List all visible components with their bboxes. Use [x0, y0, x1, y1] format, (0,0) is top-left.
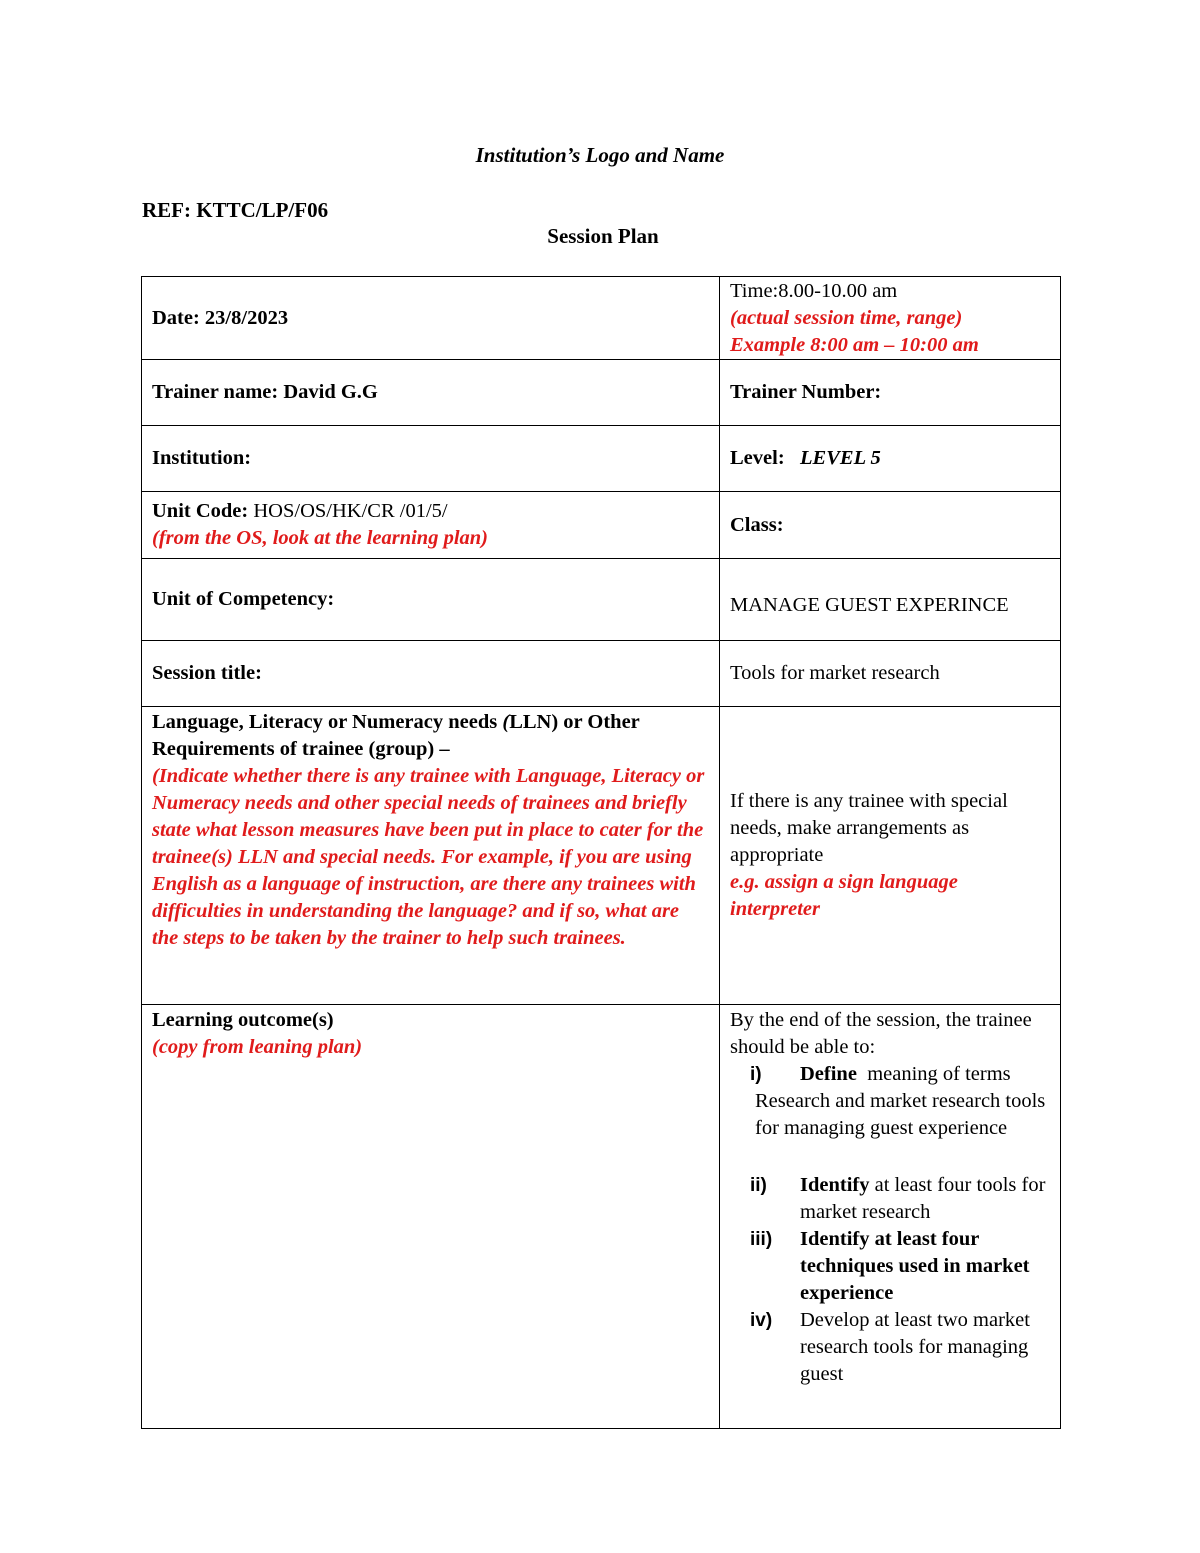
time-example: Example 8:00 am – 10:00 am	[730, 333, 979, 356]
reference-code: REF: KTTC/LP/F06	[142, 198, 329, 222]
level-cell	[720, 426, 1061, 492]
time-value: Time:8.00-10.00 am	[730, 279, 898, 302]
lln-label: Language, Literacy or Numeracy needs	[152, 711, 503, 733]
page-title: Session Plan	[547, 224, 659, 248]
trainer-number-cell: Trainer Number:	[720, 360, 1061, 426]
time-hint: (actual session time, range)	[730, 306, 963, 329]
list-item: iii) Identify at least four techniques used in market experience	[750, 1228, 1030, 1304]
table-row	[142, 426, 1061, 492]
time-cell	[720, 277, 1061, 360]
lln-cell: Language, Literacy or Numeracy needs (LLN) or Other Requirements of trainee (group) – (Indicate whether there is any trainee with Language, Literacy or Numeracy needs and other special needs of trainees and briefly state what lesson measures have been put in place to cater for the trainee(s) LLN and special needs. For example, if you are using English as a language of instruction, are there any trainees with difficulties in understanding the language? and if so, what are the steps to be taken by the trainer to help such trainees.	[142, 707, 720, 1005]
table-row	[142, 559, 1061, 641]
table-row	[142, 641, 1061, 707]
table-row	[142, 707, 1061, 1005]
unit-code-cell	[142, 492, 720, 559]
unit-code-hint: (from the OS, look at the learning plan)	[152, 527, 489, 549]
institution-logo-name: Institution’s Logo and Name	[475, 143, 725, 167]
list-item: i) Define meaning of terms Research and market research tools for managing guest experience	[750, 1063, 1046, 1139]
learning-outcomes-intro: By the end of the session, the trainee should be able to:	[730, 1009, 1032, 1058]
class-cell: Class:	[720, 492, 1061, 559]
learning-outcomes-value-cell	[720, 1005, 1061, 1429]
session-title-cell: Session title:	[142, 641, 720, 707]
level-value: LEVEL 5	[800, 447, 881, 469]
table-row	[142, 360, 1061, 426]
trainer-name-cell: Trainer name: David G.G	[142, 360, 720, 426]
level-label: Level:	[730, 447, 785, 469]
unit-code-value: HOS/OS/HK/CR /01/5/	[248, 500, 448, 522]
lln-value-hint: e.g. assign a sign language interpreter	[730, 871, 958, 920]
unit-code-label: Unit Code:	[152, 500, 249, 522]
unit-of-competency-value: MANAGE GUEST EXPERINCE	[720, 559, 1061, 641]
list-item: iv) Develop at least two market research tools for managing guest	[750, 1309, 1030, 1385]
lln-hint: (Indicate whether there is any trainee with Language, Literacy or Numeracy needs and other special needs of trainees and briefly state what lesson measures have been put in place to cater for the trainee(s) LLN and special needs. For example, if you are using English as a language of instruction, are there any trainees with difficulties in understanding the language? and if so, what are the steps to be taken by the trainer to help such trainees.	[152, 765, 705, 949]
date-cell: Date: 23/8/2023	[142, 277, 720, 360]
institution-cell: Institution:	[142, 426, 720, 492]
table-row	[142, 492, 1061, 559]
learning-outcomes-label: Learning outcome(s)	[152, 1009, 334, 1031]
session-title-value: Tools for market research	[720, 641, 1061, 707]
table-row	[142, 1005, 1061, 1429]
list-item: ii) Identify at least four tools for market research	[750, 1174, 1046, 1223]
learning-outcomes-list	[730, 1061, 1050, 1388]
table-row	[142, 277, 1061, 360]
learning-outcomes-hint: (copy from leaning plan)	[152, 1036, 363, 1058]
lln-value: If there is any trainee with special needs, make arrangements as appropriate	[730, 790, 1008, 866]
session-plan-table	[141, 276, 1061, 1429]
unit-of-competency-cell: Unit of Competency:	[142, 559, 720, 641]
lln-value-cell	[720, 707, 1061, 1005]
learning-outcomes-cell	[142, 1005, 720, 1429]
